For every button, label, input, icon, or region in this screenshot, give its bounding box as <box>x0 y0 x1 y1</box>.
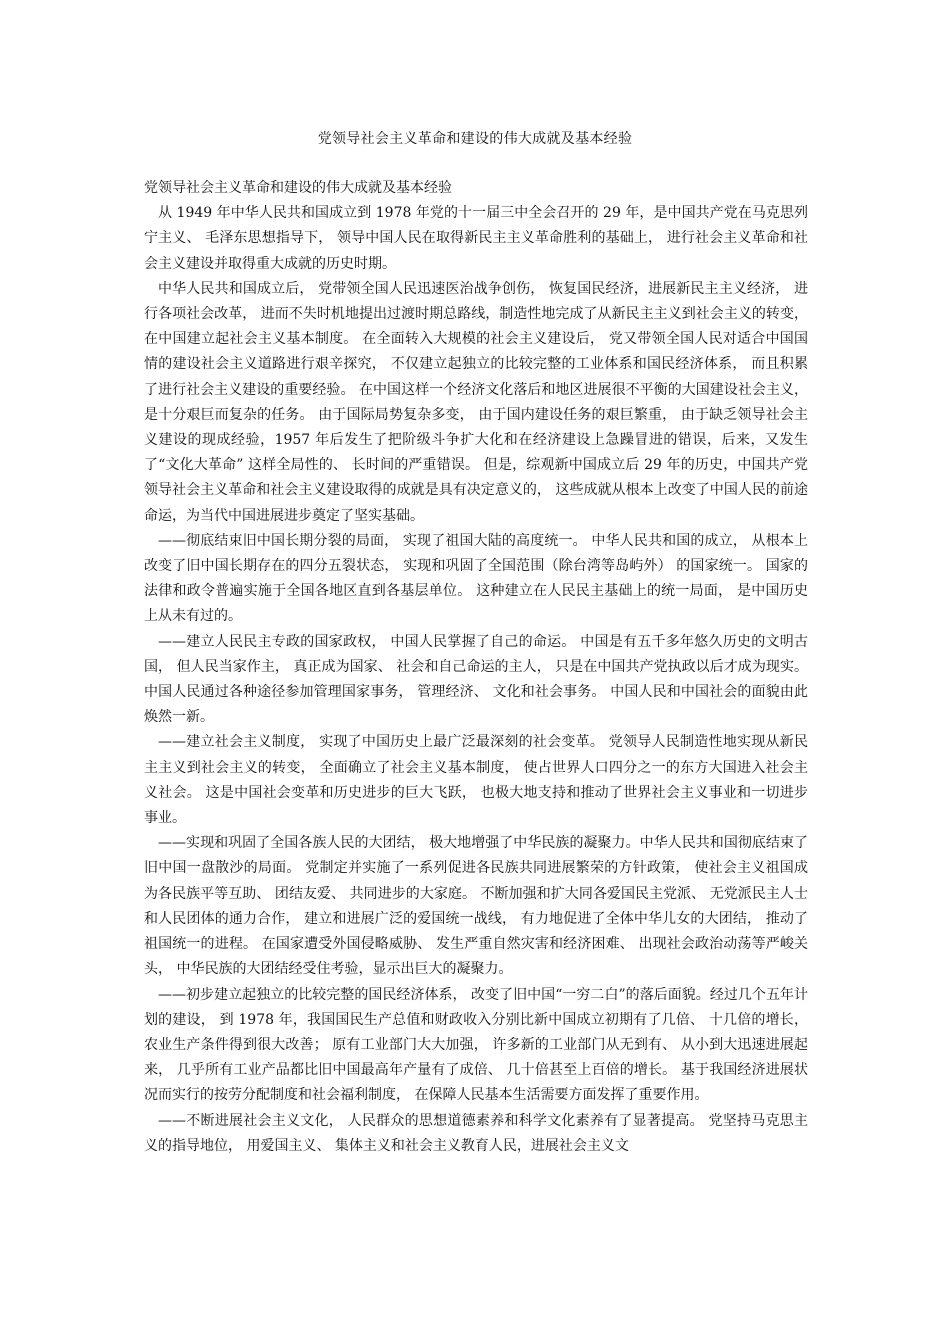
paragraph-unification: ——彻底结束旧中国长期分裂的局面， 实现了祖国大陆的高度统一。 中华人民共和国的成立， 从根本上改变了旧中国长期存在的四分五裂状态， 实现和巩固了全国范围（除台湾等岛屿外） 的国家统一。 国家的法律和政令普遍实施于全国各地区直到各基层单位。 这种建立在人民民主基础上的统一局面， 是中国历史上从未有过的。 <box>144 532 808 625</box>
paragraph-socialist-system: ——建立社会主义制度， 实现了中国历史上最广泛最深刻的社会变革。 党领导人民制造性地实现从新民主主义到社会主义的转变， 全面确立了社会主义基本制度， 使占世界人口四分之一的东方大国进入社会主义社会。 这是中国社会变革和历史进步的巨大飞跃， 也极大地支持和推动了世界社会主义事业和一切进步事业。 <box>144 734 808 827</box>
section-heading: 党领导社会主义革命和建设的伟大成就及基本经验 <box>144 180 452 196</box>
paragraph-state-power: ——建立人民民主专政的国家政权， 中国人民掌握了自己的命运。 中国是有五千多年悠久历史的文明古国， 但人民当家作主， 真正成为国家、 社会和自己命运的主人， 只是在中国共产党执政以后才成为现实。 中国人民通过各种途径参加管理国家事务， 管理经济、 文化和社会事务。 中国人民和中国社会的面貌由此焕然一新。 <box>144 633 808 726</box>
document-body <box>144 176 808 1159</box>
paragraph-overview: 中华人民共和国成立后， 党带领全国人民迅速医治战争创伤， 恢复国民经济，进展新民主主义经济， 进行各项社会改革， 进而不失时机地提出过渡时期总路线，制造性地完成了从新民主主义到社会主义的转变， 在中国建立起社会主义基本制度。 在全面转入大规模的社会主义建设后， 党又带领全国人民对适合中国国情的建设社会主义道路进行艰辛探究， 不仅建立起独立的比较完整的工业体系和国民经济体系， 而且积累了进行社会主义建设的重要经验。 在中国这样一个经济文化落后和地区进展很不平衡的大国建设社会主义， 是十分艰巨而复杂的任务。 由于国际局势复杂多变， 由于国内建设任务的艰巨繁重， 由于缺乏领导社会主义建设的现成经验，1957 年后发生了把阶级斗争扩大化和在经济建设上急躁冒进的错误，后来，又发生了“文化大革命” 这样全局性的、 长时间的严重错误。 但是，综观新中国成立后 29 年的历史，中国共产党领导社会主义革命和社会主义建设取得的成就是具有决定意义的， 这些成就从根本上改变了中国人民的前途命运，为当代中国进展进步奠定了坚实基础。 <box>144 280 808 524</box>
document-title: 党领导社会主义革命和建设的伟大成就及基本经验 <box>317 131 633 147</box>
paragraph-culture: ——不断进展社会主义文化， 人民群众的思想道德素养和科学文化素养有了显著提高。 党坚持马克思主义的指导地位， 用爱国主义、 集体主义和社会主义教育人民，进展社会主义文 <box>144 1112 808 1154</box>
paragraph-national-unity: ——实现和巩固了全国各族人民的大团结， 极大地增强了中华民族的凝聚力。中华人民共和国彻底结束了旧中国一盘散沙的局面。 党制定并实施了一系列促进各民族共同进展繁荣的方针政策， 使社会主义祖国成为各民族平等互助、 团结友爱、 共同进步的大家庭。 不断加强和扩大同各爱国民主党派、 无党派民主人士和人民团体的通力合作， 建立和进展广泛的爱国统一战线， 有力地促进了全体中华儿女的大团结， 推动了祖国统一的进程。 在国家遭受外国侵略威胁、 发生严重自然灾害和经济困难、 出现社会政治动荡等严峻关头， 中华民族的大团结经受住考验，显示出巨大的凝聚力。 <box>144 835 808 978</box>
paragraph-economy: ——初步建立起独立的比较完整的国民经济体系， 改变了旧中国“一穷二白”的落后面貌。经过几个五年计划的建设， 到 1978 年，我国国民生产总值和财政收入分别比新中国成立初期有了几倍、 十几倍的增长， 农业生产条件得到很大改善； 原有工业部门大大加强， 许多新的工业部门从无到有、 从小到大迅速进展起来， 几乎所有工业产品都比旧中国最高年产量有了成倍、 几十倍甚至上百倍的增长。 基于我国经济进展状况而实行的按劳分配制度和社会福利制度， 在保障人民基本生活需要方面发挥了重要作用。 <box>144 986 808 1104</box>
paragraph-intro: 从 1949 年中华人民共和国成立到 1978 年党的十一届三中全会召开的 29 年，是中国共产党在马克思列宁主义、 毛泽东思想指导下， 领导中国人民在取得新民主主义革命胜利的基础上， 进行社会主义革命和社会主义建设并取得重大成就的历史时期。 <box>144 205 808 272</box>
